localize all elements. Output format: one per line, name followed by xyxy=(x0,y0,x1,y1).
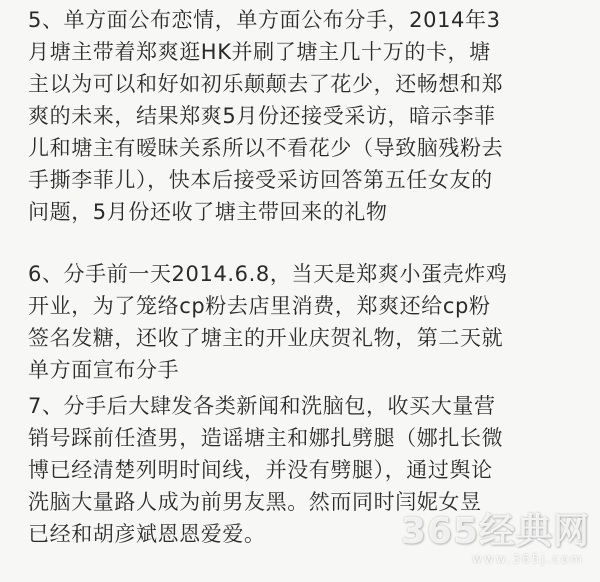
text-line: 问题，5月份还收了塘主带回来的礼物 xyxy=(28,200,388,224)
text-line: 洗脑大量路人成为前男友黑。然而同时闫妮女昱 xyxy=(28,490,482,514)
watermark-logo-text: 365经典网 xyxy=(400,511,590,552)
paragraph-5 xyxy=(28,4,588,228)
site-watermark xyxy=(390,512,590,568)
text-line: 6、分手前一天2014.6.8，当天是郑爽小蛋壳炸鸡 xyxy=(28,262,508,286)
text-line: 签名发糖，还收了塘主的开业庆贺礼物，第二天就 xyxy=(28,326,504,350)
text-line: 儿和塘主有暧昧关系所以不看花少（导致脑残粉去 xyxy=(28,136,504,160)
text-line: 销号踩前任渣男，造谣塘主和娜扎劈腿（娜扎长微 xyxy=(28,426,504,450)
text-line: 手撕李菲儿），快本后接受采访回答第五任女友的 xyxy=(28,168,493,192)
text-line: 已经和胡彦斌恩恩爱爱。 xyxy=(28,522,266,546)
text-line: 5、单方面公布恋情，单方面公布分手，2014年3 xyxy=(28,8,501,32)
text-line: 开业，为了笼络cp粉去店里消费，郑爽还给cp粉 xyxy=(28,294,491,318)
text-line: 单方面宣布分手 xyxy=(28,358,180,382)
text-line: 主以为可以和好如初乐颠颠去了花少，还畅想和郑 xyxy=(28,72,504,96)
text-line: 月塘主带着郑爽逛HK并刷了塘主几十万的卡，塘 xyxy=(28,40,491,64)
text-line: 博已经清楚列明时间线，并没有劈腿），通过舆论 xyxy=(28,458,493,482)
text-line: 爽的未来，结果郑爽5月份还接受采访，暗示李菲 xyxy=(28,104,496,128)
paragraph-6 xyxy=(28,258,588,386)
watermark-url: www.365j.com xyxy=(472,552,584,566)
text-line: 7、分手后大肆发各类新闻和洗脑包，收买大量营 xyxy=(28,394,496,418)
